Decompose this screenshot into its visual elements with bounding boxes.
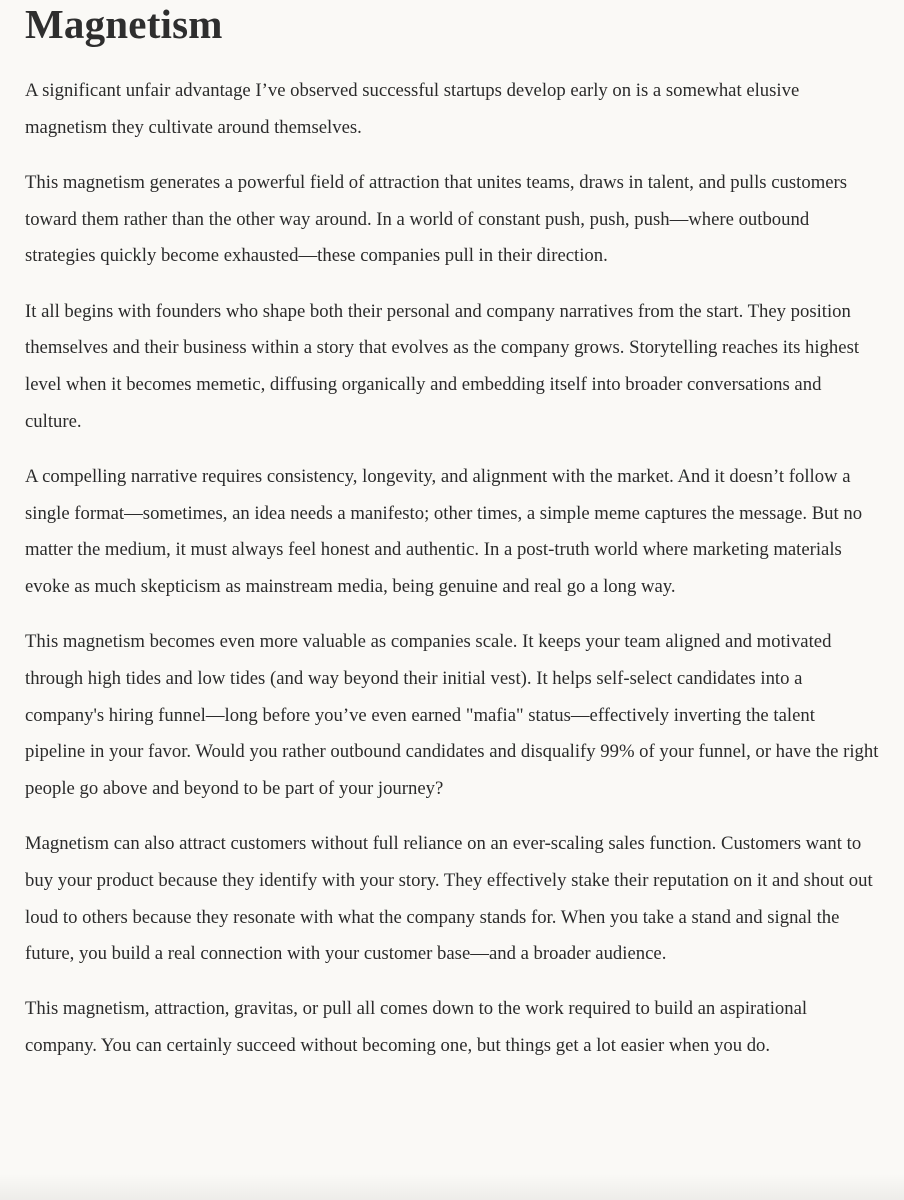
article-title: Magnetism: [25, 1, 223, 47]
paragraph-2: This magnetism generates a powerful field of attraction that unites teams, draws in talent, and pulls customers toward them rather than the other way around. In a world of constant push, push, push—where outbound strategies quickly become exhausted—these companies pull in their direction.: [25, 171, 848, 267]
paragraph-4: A compelling narrative requires consistency, longevity, and alignment with the market. And it doesn’t follow a single format—sometimes, an idea needs a manifesto; other times, a simple meme captures the message. But no matter the medium, it must always feel honest and authentic. In a post-truth world where marketing materials evoke as much skepticism as mainstream media, being genuine and real go a long way.: [25, 465, 863, 597]
paragraph-7: This magnetism, attraction, gravitas, or pull all comes down to the work required to build an aspirational company. You can certainly succeed without becoming one, but things get a lot easier when you do.: [25, 998, 808, 1057]
paragraph-6: Magnetism can also attract customers without full reliance on an ever-scaling sales function. Customers want to buy your product because they identify with your story. They effectively stake their reputation on it and shout out loud to others because they resonate with what the company stands for. When you take a stand and signal the future, you build a real connection with your customer base—and a broader audience.: [25, 833, 873, 965]
bottom-fade: [0, 1174, 904, 1200]
paragraph-3: It all begins with founders who shape both their personal and company narratives from the start. They position themselves and their business within a story that evolves as the company grows. Storytelling reaches its highest level when it becomes memetic, diffusing organically and embedding itself into broader conversations and culture.: [25, 300, 860, 432]
paragraph-1: A significant unfair advantage I’ve observed successful startups develop early on is a somewhat elusive magnetism they cultivate around themselves.: [25, 80, 800, 138]
paragraph-5: This magnetism becomes even more valuable as companies scale. It keeps your team aligned and motivated through high tides and low tides (and way beyond their initial vest). It helps self-select candidates into a company's hiring funnel—long before you’ve even earned "mafia" status—effectively inverting the talent pipeline in your favor. Would you rather outbound candidates and disqualify 99% of your funnel, or have the right people go above and beyond to be part of your journey?: [25, 631, 879, 799]
article-body: [25, 73, 879, 1065]
